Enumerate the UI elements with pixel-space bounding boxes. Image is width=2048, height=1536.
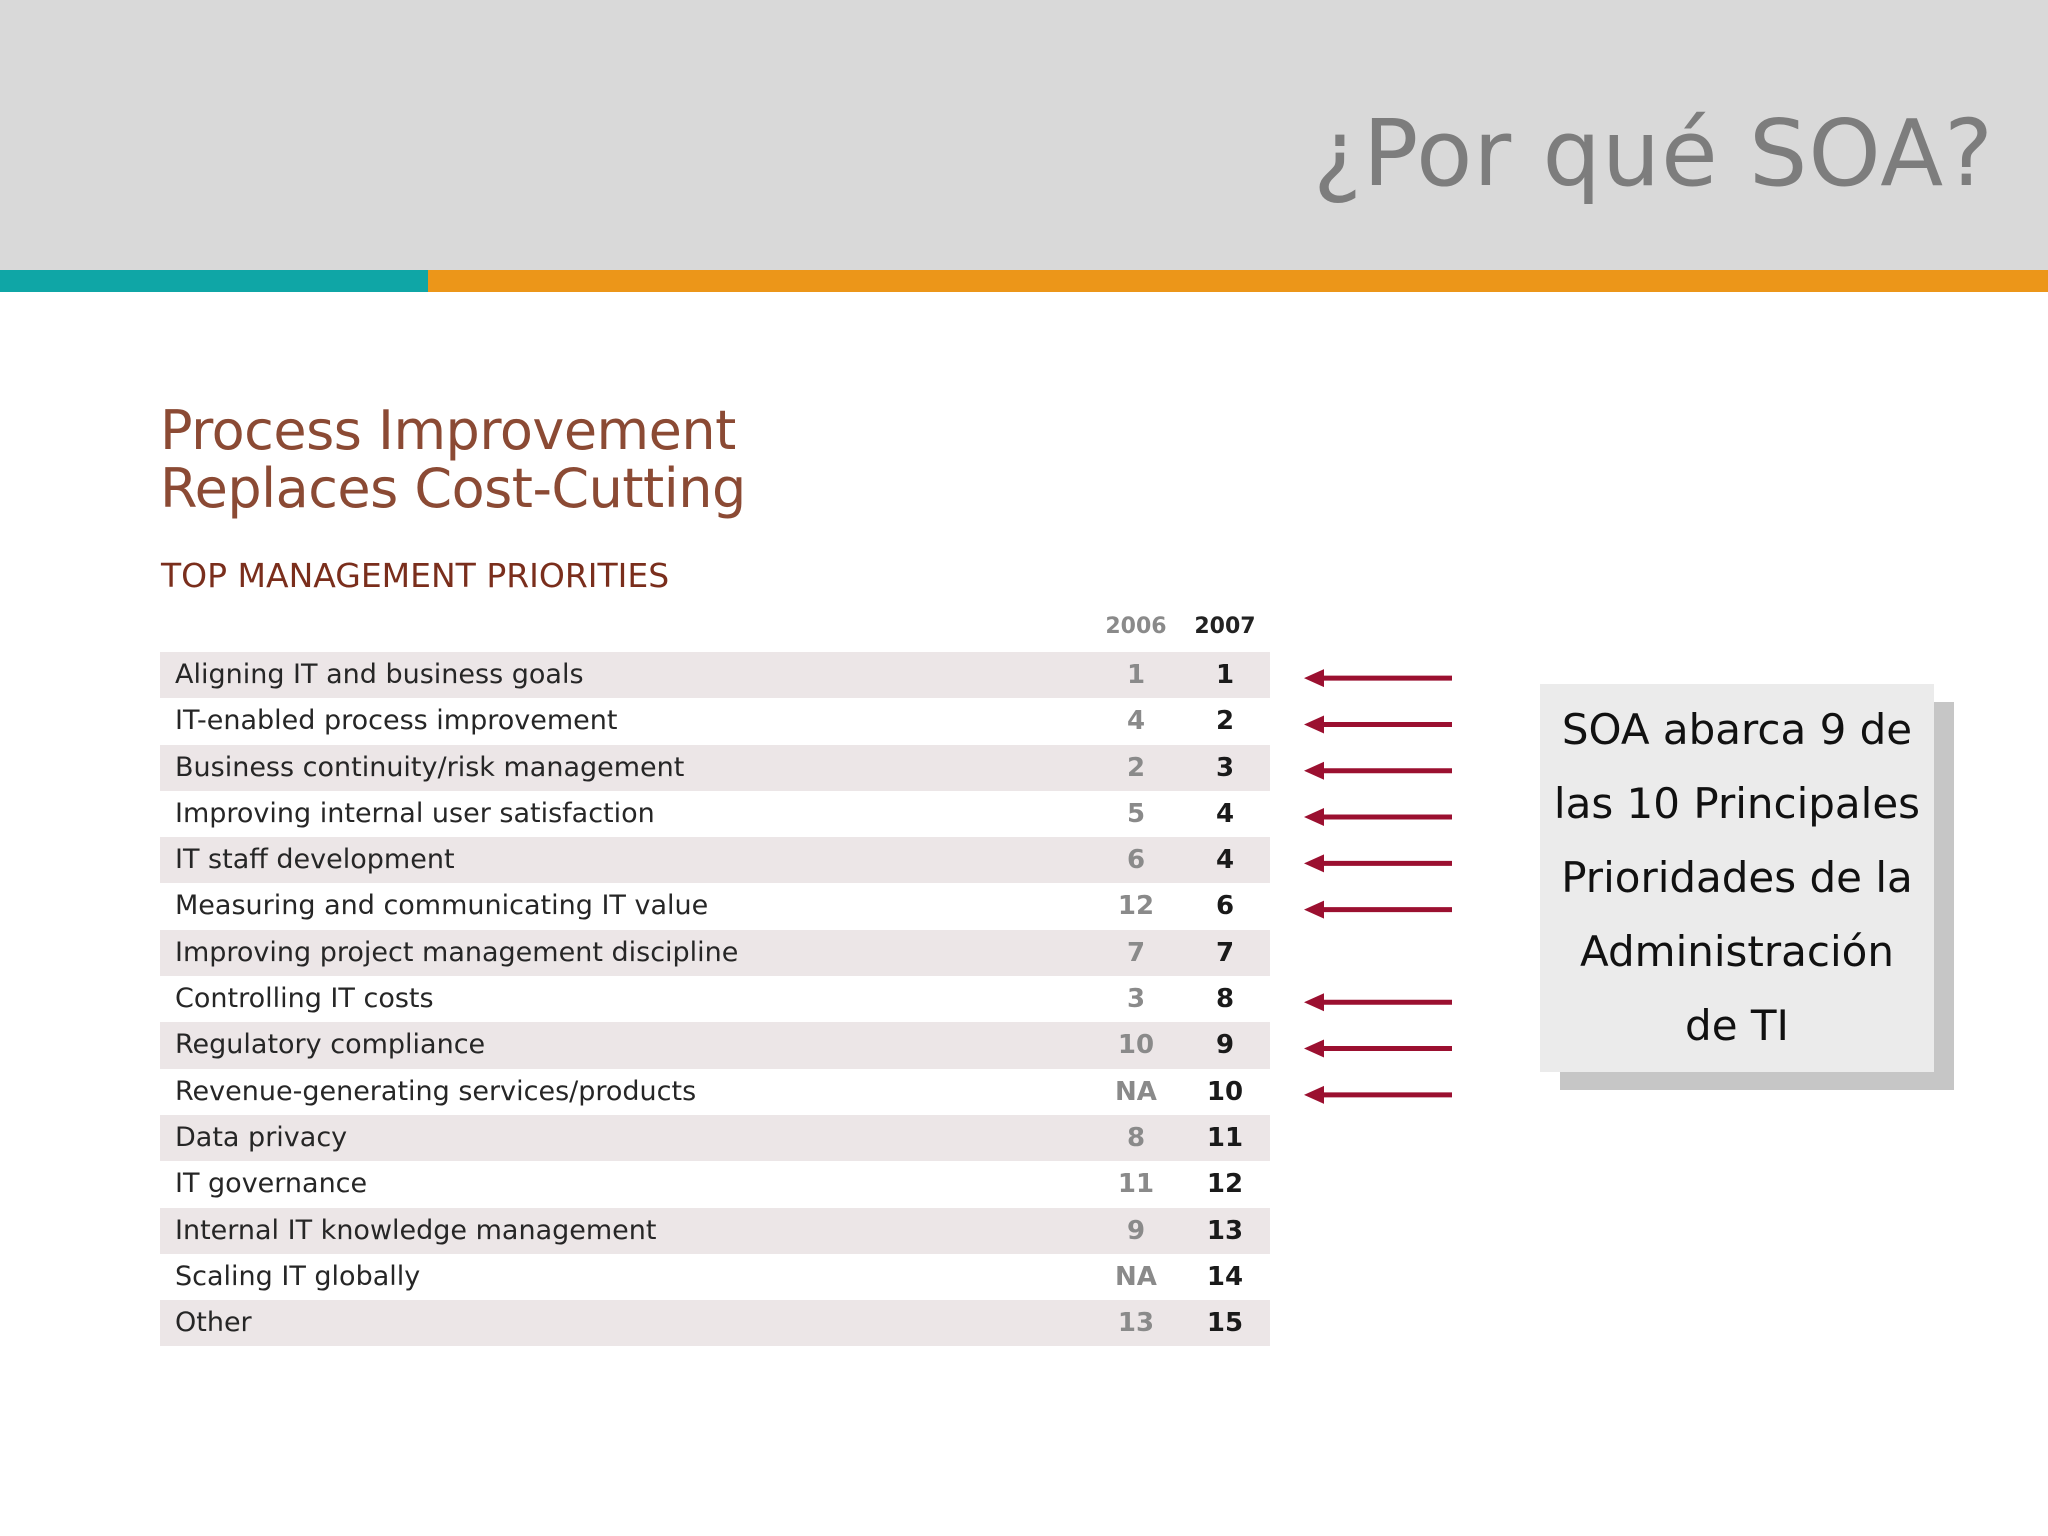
table-row [160,1115,1270,1161]
table-row [160,1069,1270,1115]
callout-line: Administración [1580,927,1894,976]
table-row [160,1300,1270,1346]
priority-arrow [1304,715,1452,733]
callout-line: de TI [1685,1001,1789,1050]
rank-2006: 6 [1126,845,1146,876]
table-row [160,930,1270,976]
row-label: Regulatory compliance [175,1029,486,1061]
callout-line: SOA abarca 9 de [1561,705,1913,754]
rank-2006: NA [1115,1261,1157,1292]
rank-2006: 7 [1126,937,1146,968]
priority-arrow [1304,854,1452,872]
row-label: IT-enabled process improvement [175,705,618,737]
rank-2007: 3 [1215,752,1235,783]
rank-2007: 4 [1215,798,1235,829]
arrow-layer [1290,652,1470,1352]
rank-2007: 7 [1215,937,1235,968]
rank-2006: NA [1115,1076,1157,1107]
rank-2007: 1 [1215,660,1235,690]
rank-2007: 10 [1206,1076,1244,1107]
rank-2006: 12 [1117,891,1155,922]
table-row [160,976,1270,1022]
callout-text [1554,693,1920,1063]
priority-arrow [1304,669,1452,687]
rank-2006: 11 [1117,1169,1155,1200]
row-label: Improving internal user satisfaction [175,797,655,829]
priority-arrow [1304,993,1452,1011]
rank-2007: 12 [1206,1169,1244,1200]
soa-callout-box [1540,684,1934,1072]
slide-header [0,0,2048,270]
rank-2007: 14 [1206,1261,1244,1292]
table-row [160,698,1270,744]
row-label: Improving project management discipline [175,936,739,968]
table-row [160,745,1270,791]
callout-line: Prioridades de la [1561,853,1913,902]
priority-arrow [1304,1086,1452,1104]
row-label: Business continuity/risk management [175,751,685,783]
rank-2006: 5 [1126,798,1146,829]
priorities-table [160,652,1270,1346]
chart-title [160,399,746,520]
rank-2006: 3 [1126,984,1146,1015]
priority-arrow [1304,762,1452,780]
rank-2006: 9 [1126,1215,1146,1246]
chart-title-line-1: Process Improvement [160,399,736,462]
chart-title-line-2: Replaces Cost-Cutting [160,457,746,520]
chart-subtitle: TOP MANAGEMENT PRIORITIES [161,556,670,595]
table-row [160,1208,1270,1254]
rank-2007: 2 [1215,706,1235,737]
row-label: Measuring and communicating IT value [175,890,709,922]
row-label: Revenue-generating services/products [175,1075,697,1107]
rank-2006: 4 [1126,706,1146,737]
table-row [160,1254,1270,1300]
row-label: IT staff development [175,844,455,876]
table-row [160,652,1270,698]
priority-arrow [1304,901,1452,919]
rank-2007: 9 [1215,1030,1235,1061]
rank-2007: 8 [1215,984,1235,1015]
rank-2007: 11 [1206,1122,1244,1153]
row-label: Data privacy [175,1121,348,1153]
row-label: IT governance [175,1168,368,1200]
table-row [160,837,1270,883]
rank-2006: 8 [1126,1122,1146,1153]
rank-2006: 13 [1117,1308,1155,1339]
column-header-2007: 2007 [1194,614,1256,639]
row-label: Internal IT knowledge management [175,1214,657,1246]
slide-title: ¿Por qué SOA? [1313,100,1994,207]
row-label: Controlling IT costs [175,983,434,1015]
row-label: Scaling IT globally [175,1260,421,1292]
row-label: Aligning IT and business goals [175,659,584,690]
rank-2006: 2 [1126,752,1146,783]
rank-2007: 4 [1215,845,1235,876]
table-row [160,883,1270,929]
rank-2006: 1 [1126,660,1146,690]
callout-line: las 10 Principales [1553,779,1921,828]
accent-stripe-teal [0,270,428,292]
table-row [160,791,1270,837]
rank-2007: 15 [1206,1308,1244,1339]
priority-arrow [1304,808,1452,826]
table-row [160,1161,1270,1207]
priority-arrow [1304,1040,1452,1058]
rank-2007: 6 [1215,891,1235,922]
rank-2006: 10 [1117,1030,1155,1061]
row-label: Other [175,1307,252,1339]
rank-2007: 13 [1206,1215,1244,1246]
accent-stripe-orange [428,270,2048,292]
table-row [160,1022,1270,1068]
column-header-2006: 2006 [1105,614,1167,639]
